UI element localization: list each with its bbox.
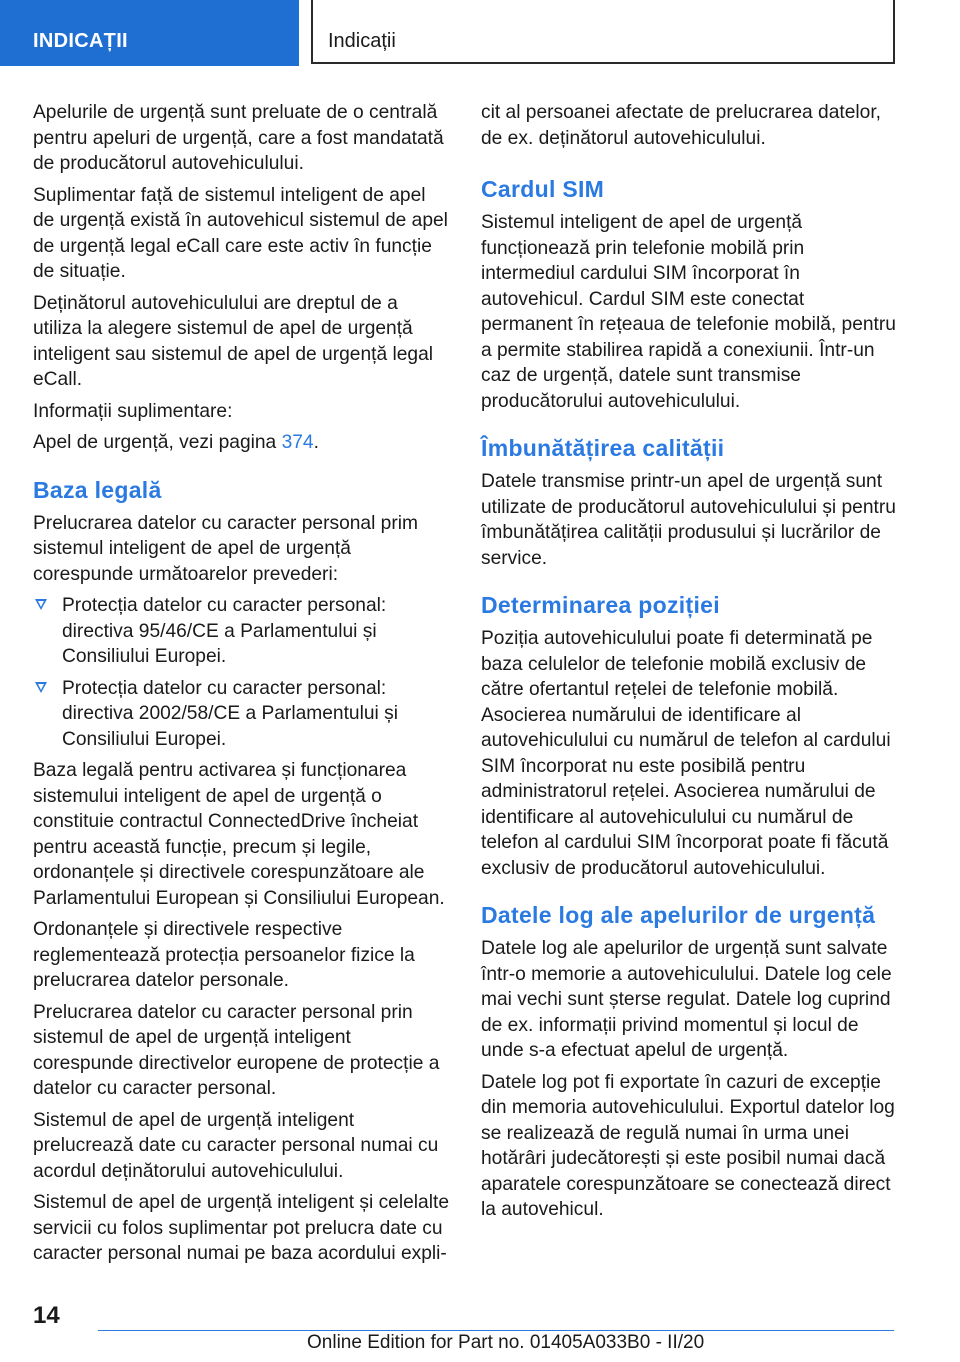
chapter-title: Indicații <box>311 0 895 64</box>
list-item <box>33 593 449 670</box>
paragraph: Baza legală pentru activarea și funcționarea sistemului inteligent de apel de urgență o constituie contractul ConnectedDrive încheiat pentru această funcție, precum și legile, ordonanțele și directivele corespunzătoare ale Parlamentului European și Consiliului European. <box>33 760 445 909</box>
list-item-text: Protecția datelor cu caracter personal: directiva 95/46/CE a Parlamentului și Consiliului Europei. <box>62 595 387 667</box>
bullet-list <box>33 593 449 752</box>
paragraph: Poziția autovehiculului poate fi determinată pe baza celulelor de telefonie mobilă exclusiv de către ofertantul rețelei de telefonie mobilă. Asocierea numărului de identificare al autovehiculului cu numărul de telefon al cardului SIM încorporat nu este posibilă pentru administratorul rețelei. Asocierea numărului de identificare al autovehiculului cu numărul de telefon al cardului SIM încorporat poate fi făcută exclusiv de producătorul autovehiculului. <box>481 628 891 879</box>
list-item-text: Protecția datelor cu caracter personal: directiva 2002/58/CE a Parlamentului și Consiliului Europei. <box>62 677 398 750</box>
link-suffix: . <box>313 432 319 453</box>
triangle-bullet-icon <box>35 682 47 693</box>
page-header <box>0 0 960 66</box>
paragraph: Deținătorul autovehiculului are dreptul de a utiliza la alegere sistemul de apel de urgență inteligent sau sistemul de apel de urgență legal eCall. <box>33 292 434 390</box>
heading-baza-legala: Baza legală <box>33 476 162 503</box>
right-column <box>481 100 897 1229</box>
heading-datele-log: Datele log ale apelurilor de urgență <box>481 902 876 928</box>
paragraph: cit al persoanei afectate de prelucrarea datelor, de ex. deținătorul autovehiculului. <box>481 102 881 149</box>
heading-determinarea-pozitiei: Determinarea poziției <box>481 592 720 618</box>
paragraph: Sistemul de apel de urgență inteligent și celelalte servicii cu folos suplimentar pot prelucra date cu caracter personal numai pe baza acordului expli- <box>33 1192 449 1264</box>
paragraph: Prelucrarea datelor cu caracter personal prim sistemul inteligent de apel de urgență corespunde următoarelor prevederi: <box>33 512 418 585</box>
left-column <box>33 100 449 1273</box>
footer-divider <box>98 1330 894 1331</box>
paragraph: Suplimentar față de sistemul inteligent de apel de urgență există în autovehicul sistemul de apel de urgență legal eCall care este activ în funcție de situație. <box>33 184 448 282</box>
paragraph: Sistemul inteligent de apel de urgență funcționează prin telefonie mobilă prin intermediul cardului SIM încorporat în autovehicul. Cardul SIM este conectat permanent în rețeaua de telefonie mobilă, pentru a permite stabilirea rapidă a conexiunii. Într-un caz de urgență, datele sunt transmise producătorului autovehiculului. <box>481 212 896 412</box>
paragraph: Apelurile de urgență sunt preluate de o centrală pentru apeluri de urgență, care a fost mandatată de producătorul autovehiculului. <box>33 102 444 174</box>
heading-imbunatatirea-calitatii: Îmbunătățirea calității <box>481 435 725 461</box>
list-item <box>33 676 449 753</box>
paragraph-with-link <box>33 430 449 456</box>
paragraph: Datele log ale apelurilor de urgență sunt salvate într-o memorie a autovehiculului. Datele log cele mai vechi sunt șterse regulat. Datele log cuprind de ex. informații privind momentul și locul de unde s-a efectuat apelul de urgență. <box>481 938 892 1061</box>
heading-cardul-sim: Cardul SIM <box>481 176 605 202</box>
page-number: 14 <box>33 1302 60 1329</box>
page-link[interactable]: 374 <box>281 432 314 453</box>
edition-footer: Online Edition for Part no. 01405A033B0 - II/20 <box>307 1332 705 1353</box>
link-prefix: Apel de urgență, vezi pagina <box>33 432 282 453</box>
paragraph: Informații suplimentare: <box>33 400 233 422</box>
paragraph: Ordonanțele și directivele respective reglementează protecția persoanelor fizice la prelucrarea datelor personale. <box>33 919 415 991</box>
paragraph: Sistemul de apel de urgență inteligent prelucrează date cu caracter personal numai cu acordul deținătorului autovehiculului. <box>33 1109 439 1182</box>
paragraph: Prelucrarea datelor cu caracter personal prin sistemul de apel de urgență inteligent corespunde directivelor europene de protecție a datelor cu caracter personal. <box>33 1001 440 1099</box>
triangle-bullet-icon <box>35 599 47 610</box>
paragraph: Datele log pot fi exportate în cazuri de excepție din memoria autovehiculului. Exportul datelor log se realizează de regulă numai în urma unei hotărâri judecătorești și este posibil numai dacă aparatele corespunzătoare se conectează direct la autovehicul. <box>481 1071 895 1220</box>
paragraph: Datele transmise printr-un apel de urgență sunt utilizate de producătorul autovehiculului și pentru îmbunătățirea calității produsului și lucrărilor de service. <box>481 471 896 569</box>
section-tab[interactable]: INDICAȚII <box>0 0 299 66</box>
